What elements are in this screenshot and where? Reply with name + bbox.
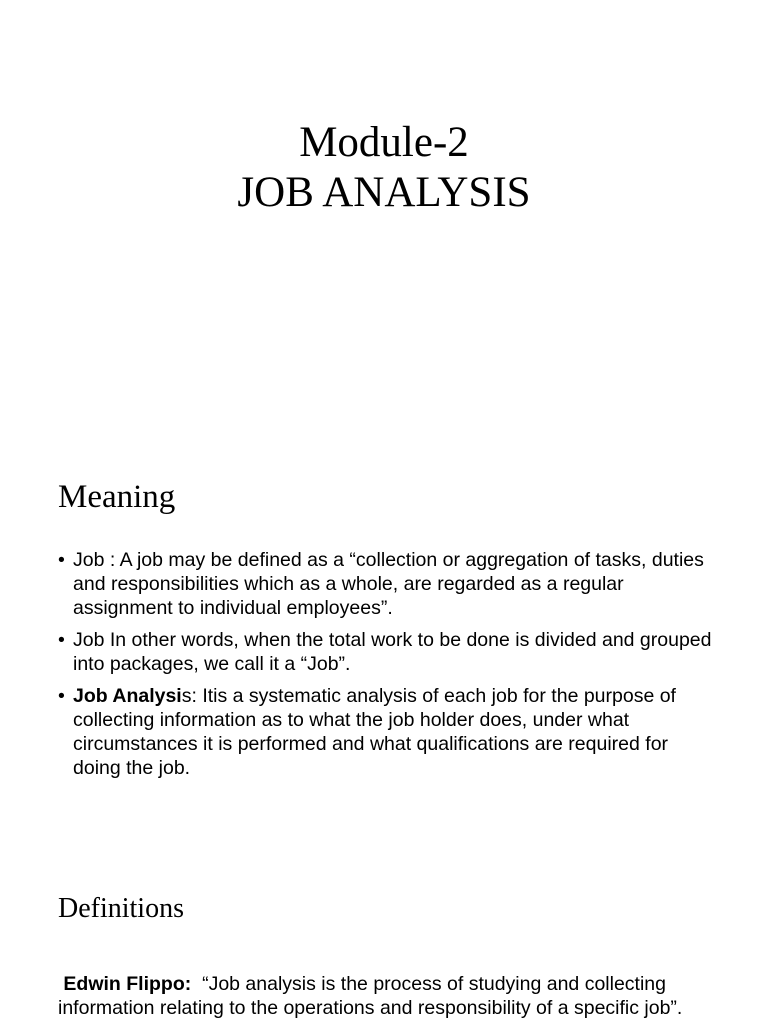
definition-paragraph bbox=[58, 972, 728, 1020]
bullet-text: Job : A job may be defined as a “collection or aggregation of tasks, duties and responsibilities which as a whole, are regarded as a regular assignment to individual employees”. bbox=[73, 549, 704, 619]
title-slide bbox=[0, 0, 768, 440]
meaning-bullet-list bbox=[58, 548, 718, 788]
bullet-text: s: Itis a systematic analysis of each job for the purpose of collecting information as to what the job holder does, under what circumstances it is performed and what qualifications are required for doing the job. bbox=[73, 685, 676, 779]
bullet-icon: • bbox=[58, 629, 65, 651]
topic-title: JOB ANALYSIS bbox=[237, 169, 531, 216]
list-item bbox=[58, 548, 718, 620]
bullet-icon: • bbox=[58, 685, 65, 707]
definition-quote: “Job analysis is the process of studying and collecting information relating to the operations and responsibility of a specific job”. bbox=[58, 973, 683, 1019]
slide-title bbox=[0, 118, 768, 218]
meaning-heading: Meaning bbox=[58, 479, 176, 515]
module-title: Module-2 bbox=[299, 119, 469, 166]
bullet-icon: • bbox=[58, 549, 65, 571]
bullet-text: Job In other words, when the total work to be done is divided and grouped into packages, we call it a “Job”. bbox=[73, 629, 712, 675]
definition-author: Edwin Flippo: bbox=[63, 973, 192, 995]
list-item bbox=[58, 684, 718, 780]
list-item bbox=[58, 628, 718, 676]
definitions-heading: Definitions bbox=[58, 893, 184, 924]
bullet-bold-prefix: Job Analysi bbox=[73, 685, 182, 707]
